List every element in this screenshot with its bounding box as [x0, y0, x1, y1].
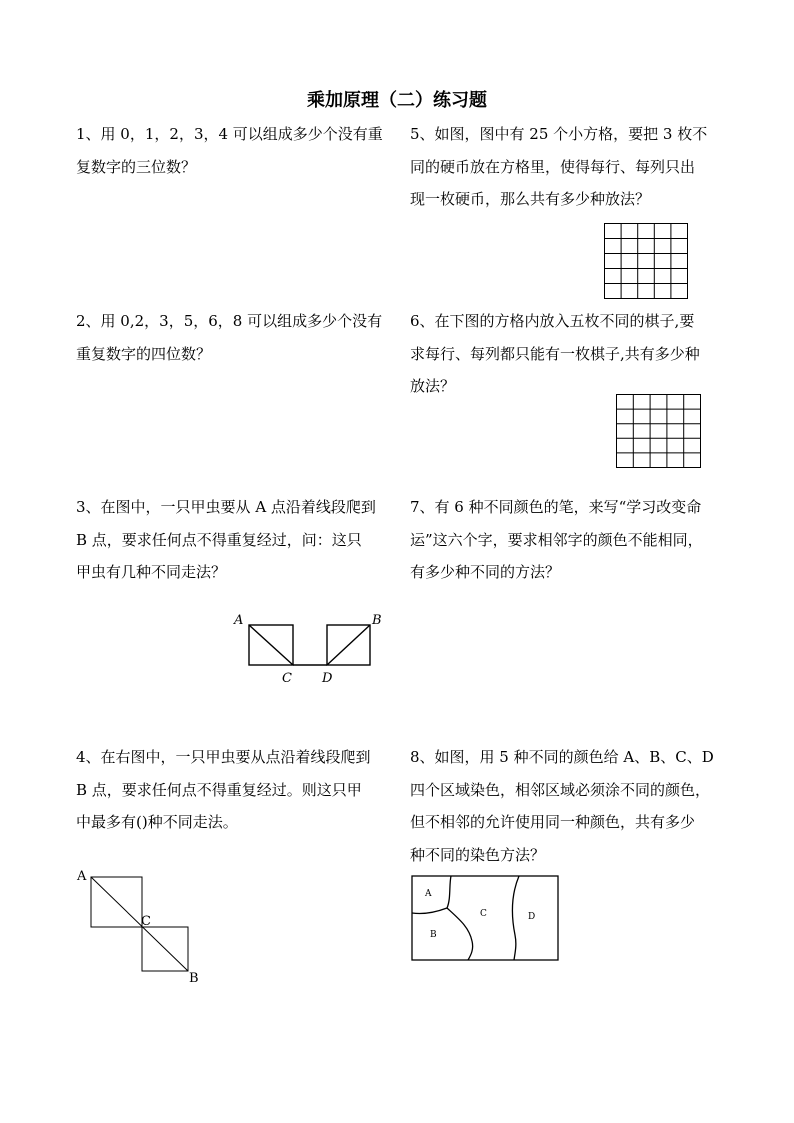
question-4-line-3: 中最多有()种不同走法。 [76, 813, 238, 831]
question-4-line-2: B 点，要求任何点不得重复经过。则这只甲 [76, 780, 362, 799]
question-7-line-3: 有多少种不同的方法？ [410, 563, 561, 581]
question-6-line-3: 放法？ [410, 377, 456, 395]
point-b-label: B [372, 613, 382, 628]
question-1-line-2: 复数字的三位数？ [76, 157, 197, 176]
question-7-line-1: 7、有 6 种不同颜色的笔，来写“学习改变命 [410, 498, 702, 516]
question-8-line-4: 种不同的染色方法？ [410, 845, 546, 864]
question-2-line-2: 重复数字的四位数？ [76, 344, 212, 363]
point-d-label: D [322, 671, 333, 686]
diagonal-squares-figure [75, 868, 205, 986]
question-3-line-3: 甲虫有几种不同走法？ [76, 563, 227, 581]
question-3-line-2: B 点，要求任何点不得重复经过，问：这只 [76, 530, 362, 549]
question-8-line-1: 8、如图，用 5 种不同的颜色给 A、B、C、D [410, 748, 714, 766]
question-3-line-1: 3、在图中，一只甲虫要从 A 点沿着线段爬到 [76, 498, 376, 516]
question-8-line-2: 四个区域染色，相邻区域必须涂不同的颜色， [410, 780, 711, 799]
region-c-label: C [480, 909, 487, 919]
page-title: 乘加原理（二）练习题 [307, 90, 487, 111]
question-1-line-1: 1、用 0，1，2，3，4 可以组成多少个没有重 [76, 125, 383, 143]
question-8-line-3: 但不相邻的允许使用同一种颜色，共有多少 [410, 813, 696, 831]
point-a-label: A [77, 869, 87, 884]
point-a-label: A [234, 613, 244, 628]
region-map-figure [411, 875, 559, 961]
question-3 [76, 491, 376, 589]
question-8 [410, 741, 714, 871]
question-4-line-1: 4、在右图中，一只甲虫要从点沿着线段爬到 [76, 748, 371, 766]
point-c-label: C [282, 671, 292, 686]
question-7 [410, 491, 703, 589]
question-2 [76, 305, 382, 370]
point-b-label: B [189, 971, 199, 986]
question-4 [76, 741, 371, 839]
question-7-line-2: 运”这六个字，要求相邻字的颜色不能相同， [410, 530, 703, 549]
region-b-label: B [430, 930, 437, 940]
question-2-line-1: 2、用 0,2，3，5，6，8 可以组成多少个没有 [76, 312, 383, 330]
question-5 [410, 118, 707, 216]
question-6-line-2: 求每行、每列都只能有一枚棋子,共有多少种 [410, 344, 700, 363]
question-5-line-1: 5、如图，图中有 25 个小方格，要把 3 枚不 [410, 125, 708, 143]
question-6 [410, 305, 700, 403]
region-a-label: A [425, 889, 432, 899]
point-c-label: C [141, 914, 151, 929]
grid-5x5-figure-2 [616, 394, 701, 468]
question-6-line-1: 6、在下图的方格内放入五枚不同的棋子,要 [410, 312, 695, 330]
grid-5x5-figure [604, 223, 688, 299]
question-1 [76, 118, 383, 183]
question-5-line-3: 现一枚硬币，那么共有多少种放法？ [410, 190, 651, 208]
region-d-label: D [528, 912, 536, 922]
path-figure-ab [230, 610, 390, 685]
question-5-line-2: 同的硬币放在方格里，使得每行、每列只出 [410, 157, 696, 176]
